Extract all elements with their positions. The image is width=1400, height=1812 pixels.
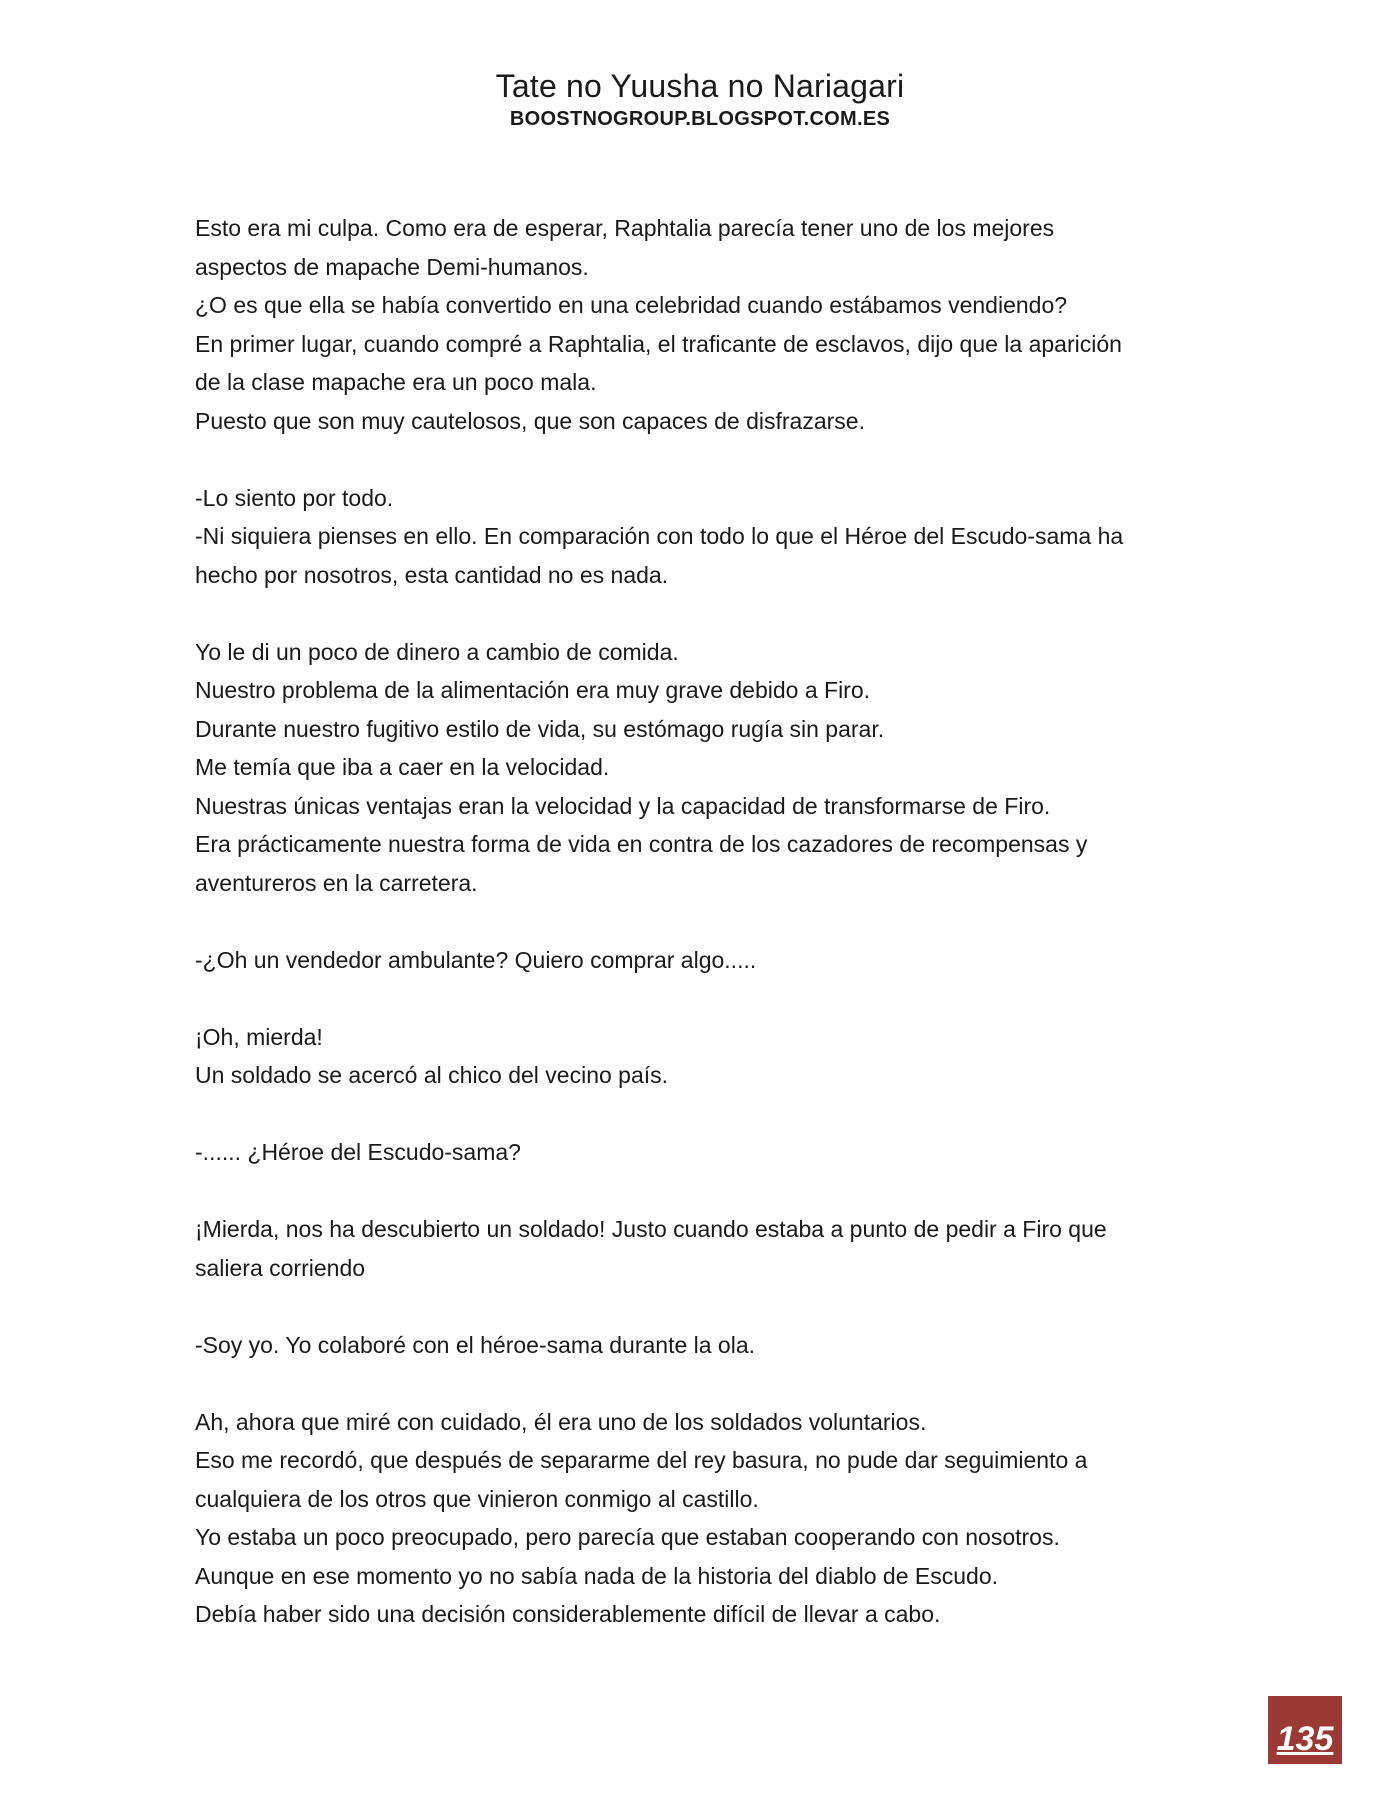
paragraph-gap <box>195 1287 1225 1326</box>
text-line: Aunque en ese momento yo no sabía nada de la historia del diablo de Escudo. <box>195 1562 999 1589</box>
source-site: BOOSTNOGROUP.BLOGSPOT.COM.ES <box>509 108 891 130</box>
text-line: En primer lugar, cuando compré a Raphtalia, el traficante de esclavos, dijo que la aparición <box>195 330 1122 357</box>
text-line: Me temía que iba a caer en la velocidad. <box>195 754 610 780</box>
document-title: Tate no Yuusha no Nariagari <box>495 68 905 104</box>
text-line: aventureros en la carretera. <box>195 869 478 896</box>
text-line: saliera corriendo <box>195 1254 366 1281</box>
text-line: Debía haber sido una decisión considerablemente difícil de llevar a cabo. <box>195 1601 941 1627</box>
text-line: cualquiera de los otros que vinieron conmigo al castillo. <box>195 1485 759 1512</box>
text-line: -Ni siquiera pienses en ello. En comparación con todo lo que el Héroe del Escudo-sama ha <box>195 523 1124 549</box>
page-number-badge <box>1268 1696 1342 1764</box>
text-line: Un soldado se acercó al chico del vecino país. <box>195 1062 669 1088</box>
text-line: Puesto que son muy cautelosos, que son capaces de disfrazarse. <box>195 407 865 434</box>
text-line: Nuestro problema de la alimentación era muy grave debido a Firo. <box>195 677 871 703</box>
text-line: hecho por nosotros, esta cantidad no es nada. <box>195 561 669 588</box>
text-line: Ah, ahora que miré con cuidado, él era uno de los soldados voluntarios. <box>195 1408 927 1435</box>
text-line: -...... ¿Héroe del Escudo-sama? <box>195 1139 521 1165</box>
page-header <box>0 66 1400 132</box>
paragraph-gap <box>195 594 1225 633</box>
paragraph-gap <box>195 1095 1225 1134</box>
text-line: Esto era mi culpa. Como era de esperar, Raphtalia parecía tener uno de los mejores <box>195 215 1055 241</box>
text-line: ¡Mierda, nos ha descubierto un soldado! Justo cuando estaba a punto de pedir a Firo que <box>195 1216 1107 1242</box>
text-line: Eso me recordó, que después de separarme del rey basura, no pude dar seguimiento a <box>195 1447 1088 1473</box>
text-line: aspectos de mapache Demi-humanos. <box>195 253 589 280</box>
body-text <box>195 209 1225 1634</box>
paragraph-gap <box>195 440 1225 479</box>
text-line: de la clase mapache era un poco mala. <box>195 369 597 395</box>
text-line: Durante nuestro fugitivo estilo de vida, su estómago rugía sin parar. <box>195 715 885 742</box>
text-line: Yo estaba un poco preocupado, pero parecía que estaban cooperando con nosotros. <box>195 1524 1060 1550</box>
text-line: ¿O es que ella se había convertido en una celebridad cuando estábamos vendiendo? <box>195 292 1068 318</box>
paragraph-gap <box>195 1364 1225 1403</box>
text-line: -¿Oh un vendedor ambulante? Quiero comprar algo..... <box>195 946 757 973</box>
page-number: 135 <box>1276 1720 1334 1758</box>
text-line: -Soy yo. Yo colaboré con el héroe-sama durante la ola. <box>195 1331 756 1358</box>
text-line: Era prácticamente nuestra forma de vida en contra de los cazadores de recompensas y <box>195 831 1088 857</box>
paragraph-gap <box>195 1172 1225 1211</box>
text-line: -Lo siento por todo. <box>195 484 394 511</box>
text-line: ¡Oh, mierda! <box>195 1023 323 1050</box>
paragraph-gap <box>195 979 1225 1018</box>
text-line: Nuestras únicas ventajas eran la velocidad y la capacidad de transformarse de Firo. <box>195 792 1051 819</box>
text-line: Yo le di un poco de dinero a cambio de comida. <box>195 638 679 665</box>
paragraph-gap <box>195 902 1225 941</box>
